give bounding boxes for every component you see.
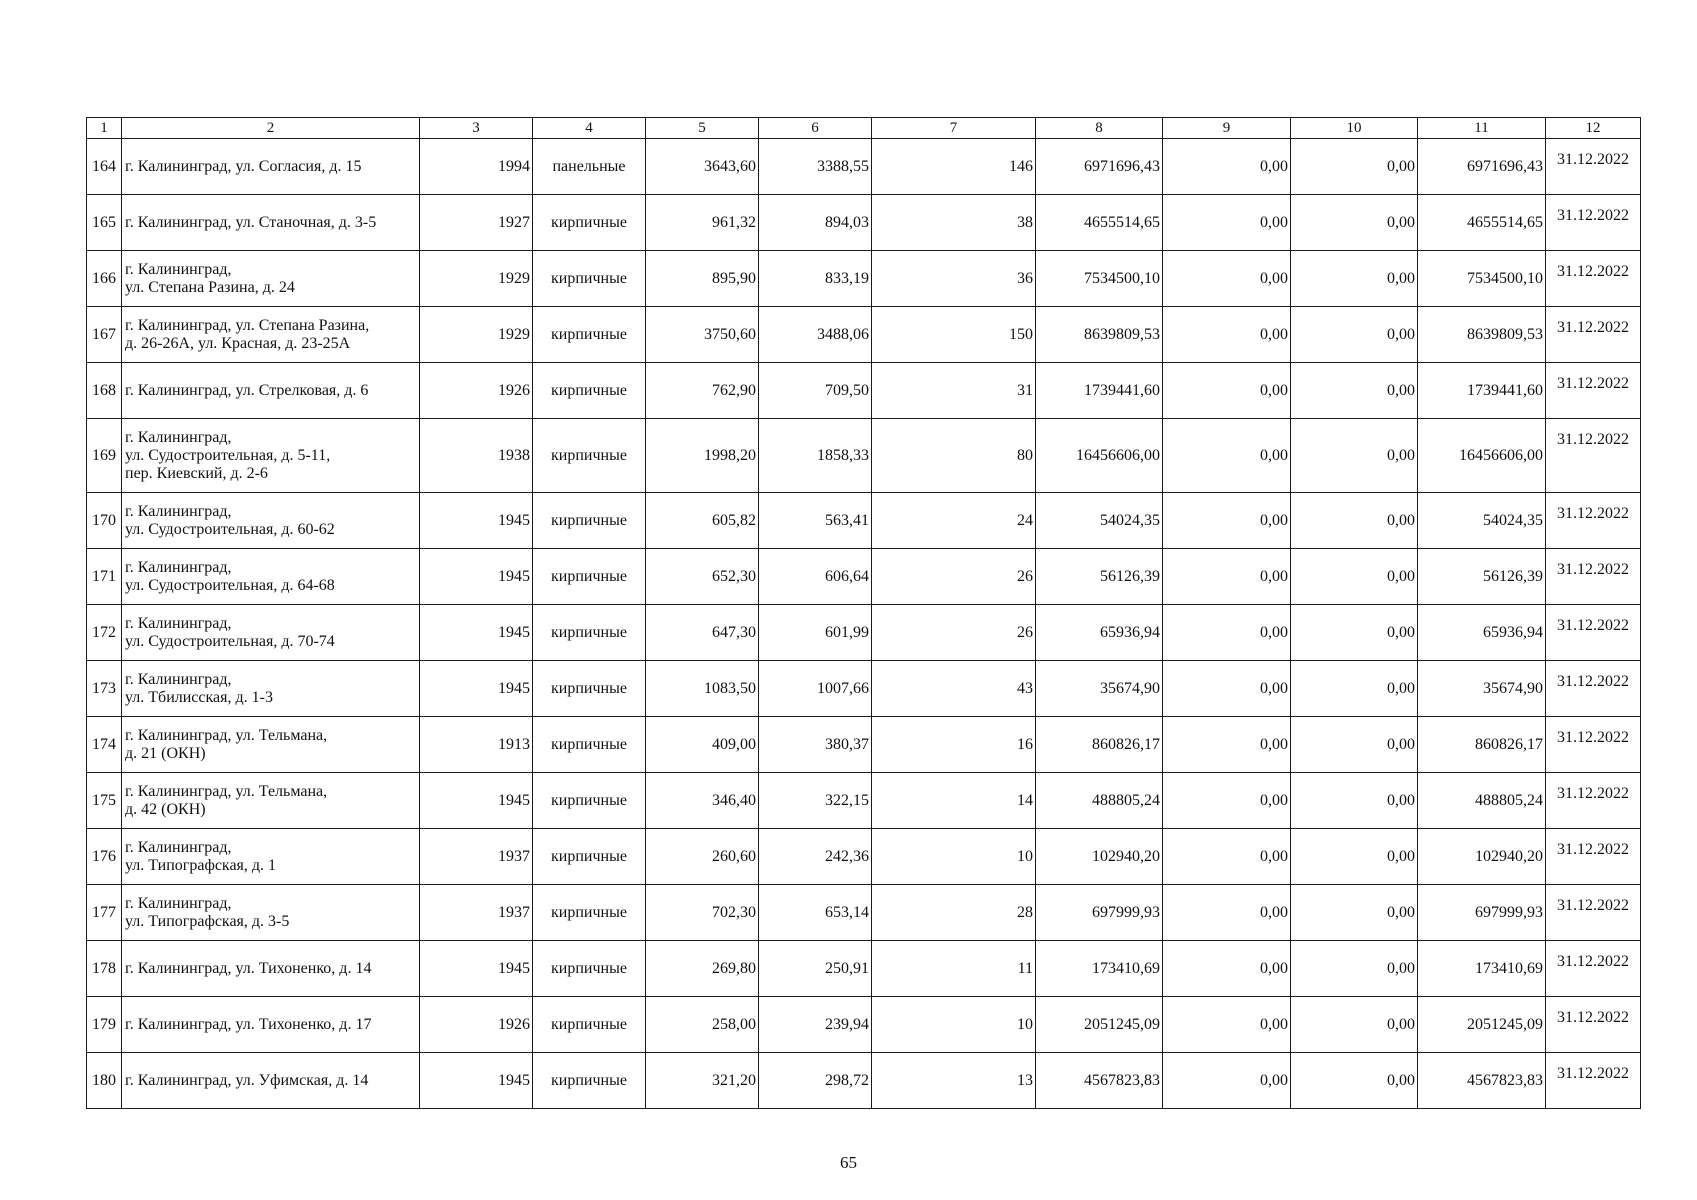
table-cell: 31.12.2022: [1546, 941, 1641, 997]
table-cell: 31.12.2022: [1546, 885, 1641, 941]
table-cell: 0,00: [1163, 885, 1291, 941]
table-cell: кирпичные: [533, 251, 646, 307]
table-cell: кирпичные: [533, 363, 646, 419]
table-cell: 35674,90: [1418, 661, 1546, 717]
table-row: [87, 717, 1641, 773]
table-cell: 150: [872, 307, 1036, 363]
table-cell: 173: [87, 661, 122, 717]
table-cell: 4655514,65: [1418, 195, 1546, 251]
table-cell: 1927: [420, 195, 533, 251]
table-cell: кирпичные: [533, 605, 646, 661]
table-row: [87, 885, 1641, 941]
table-cell: 605,82: [646, 493, 759, 549]
table-cell: 7534500,10: [1418, 251, 1546, 307]
table-cell: 653,14: [759, 885, 872, 941]
table-cell: 488805,24: [1036, 773, 1163, 829]
column-header: 10: [1291, 118, 1418, 139]
table-cell: 13: [872, 1053, 1036, 1109]
table-cell: 0,00: [1163, 493, 1291, 549]
table-row: [87, 997, 1641, 1053]
table-cell: 762,90: [646, 363, 759, 419]
address-cell: [122, 195, 420, 251]
table-cell: 0,00: [1291, 829, 1418, 885]
column-header: 9: [1163, 118, 1291, 139]
column-header: 6: [759, 118, 872, 139]
table-cell: 1858,33: [759, 419, 872, 493]
table-cell: 6971696,43: [1036, 139, 1163, 195]
table-cell: 895,90: [646, 251, 759, 307]
column-number-row: [87, 118, 1641, 139]
table-cell: 6971696,43: [1418, 139, 1546, 195]
address-cell: [122, 307, 420, 363]
table-row: [87, 251, 1641, 307]
table-cell: 894,03: [759, 195, 872, 251]
table-cell: 563,41: [759, 493, 872, 549]
table-cell: 172: [87, 605, 122, 661]
table-cell: 961,32: [646, 195, 759, 251]
table-cell: 178: [87, 941, 122, 997]
column-header: 1: [87, 118, 122, 139]
table-cell: 1937: [420, 829, 533, 885]
table-cell: 3750,60: [646, 307, 759, 363]
table-cell: 0,00: [1291, 997, 1418, 1053]
table-row: [87, 605, 1641, 661]
table-cell: 31.12.2022: [1546, 773, 1641, 829]
table-cell: 488805,24: [1418, 773, 1546, 829]
table-cell: 1998,20: [646, 419, 759, 493]
table-cell: 0,00: [1163, 251, 1291, 307]
table-cell: 647,30: [646, 605, 759, 661]
address-cell: [122, 251, 420, 307]
address-line: ул. Тбилисская, д. 1-3: [125, 688, 273, 706]
table-cell: 31.12.2022: [1546, 605, 1641, 661]
table-cell: 173410,69: [1036, 941, 1163, 997]
table-cell: 0,00: [1163, 941, 1291, 997]
address-cell: [122, 605, 420, 661]
table-cell: 31.12.2022: [1546, 195, 1641, 251]
table-cell: 56126,39: [1036, 549, 1163, 605]
address-cell: [122, 885, 420, 941]
table-cell: 709,50: [759, 363, 872, 419]
table-cell: 164: [87, 139, 122, 195]
table-cell: 65936,94: [1036, 605, 1163, 661]
table-cell: 1929: [420, 307, 533, 363]
table-cell: 2051245,09: [1418, 997, 1546, 1053]
column-header: 2: [122, 118, 420, 139]
table-cell: 38: [872, 195, 1036, 251]
table-cell: 652,30: [646, 549, 759, 605]
address-line: ул. Судостроительная, д. 70-74: [125, 632, 335, 650]
table-cell: 0,00: [1291, 139, 1418, 195]
address-line: г. Калининград,: [125, 614, 232, 632]
table-row: [87, 195, 1641, 251]
table-cell: 0,00: [1291, 251, 1418, 307]
table-cell: 1945: [420, 661, 533, 717]
housing-register-table: [86, 117, 1641, 1109]
table-cell: 1739441,60: [1036, 363, 1163, 419]
table-cell: 1926: [420, 997, 533, 1053]
table-row: [87, 829, 1641, 885]
table-cell: 298,72: [759, 1053, 872, 1109]
address-cell: [122, 493, 420, 549]
column-header: 4: [533, 118, 646, 139]
table-cell: 31.12.2022: [1546, 549, 1641, 605]
address-line: г. Калининград,: [125, 894, 232, 912]
table-cell: 1937: [420, 885, 533, 941]
table-cell: 380,37: [759, 717, 872, 773]
table-cell: кирпичные: [533, 549, 646, 605]
address-line: г. Калининград, ул. Стрелковая, д. 6: [125, 381, 369, 399]
address-line: г. Калининград,: [125, 670, 232, 688]
table-cell: 16456606,00: [1418, 419, 1546, 493]
column-header: 7: [872, 118, 1036, 139]
table-cell: 35674,90: [1036, 661, 1163, 717]
table-cell: 409,00: [646, 717, 759, 773]
table-row: [87, 941, 1641, 997]
table-cell: 176: [87, 829, 122, 885]
table-cell: 0,00: [1163, 139, 1291, 195]
address-cell: [122, 829, 420, 885]
table-cell: 0,00: [1163, 717, 1291, 773]
address-cell: [122, 773, 420, 829]
table-cell: 0,00: [1291, 605, 1418, 661]
address-cell: [122, 139, 420, 195]
table-cell: 3388,55: [759, 139, 872, 195]
address-cell: [122, 549, 420, 605]
table-cell: 16: [872, 717, 1036, 773]
address-line: ул. Типографская, д. 1: [125, 856, 277, 874]
address-cell: [122, 419, 420, 493]
column-header: 3: [420, 118, 533, 139]
table-cell: кирпичные: [533, 493, 646, 549]
table-cell: 0,00: [1291, 195, 1418, 251]
address-line: ул. Судостроительная, д. 5-11,: [125, 446, 331, 464]
table-cell: 24: [872, 493, 1036, 549]
address-line: г. Калининград, ул. Согласия, д. 15: [125, 157, 362, 175]
table-cell: 31.12.2022: [1546, 661, 1641, 717]
table-cell: 0,00: [1163, 1053, 1291, 1109]
table-cell: 31.12.2022: [1546, 419, 1641, 493]
table-cell: 165: [87, 195, 122, 251]
table-cell: 0,00: [1163, 773, 1291, 829]
table-cell: 0,00: [1291, 307, 1418, 363]
table-cell: 7534500,10: [1036, 251, 1163, 307]
table-cell: 16456606,00: [1036, 419, 1163, 493]
table-cell: 173410,69: [1418, 941, 1546, 997]
address-cell: [122, 997, 420, 1053]
table-cell: 346,40: [646, 773, 759, 829]
table-cell: 14: [872, 773, 1036, 829]
table-cell: 175: [87, 773, 122, 829]
table-cell: 1007,66: [759, 661, 872, 717]
column-header: 8: [1036, 118, 1163, 139]
table-cell: 31.12.2022: [1546, 307, 1641, 363]
address-line: г. Калининград, ул. Тельмана,: [125, 782, 328, 800]
table-cell: 0,00: [1291, 493, 1418, 549]
table-cell: 26: [872, 605, 1036, 661]
address-line: д. 21 (ОКН): [125, 744, 206, 762]
table-cell: 697999,93: [1418, 885, 1546, 941]
table-cell: кирпичные: [533, 1053, 646, 1109]
table-cell: 601,99: [759, 605, 872, 661]
table-cell: 43: [872, 661, 1036, 717]
table-cell: кирпичные: [533, 885, 646, 941]
table-cell: 167: [87, 307, 122, 363]
table-cell: кирпичные: [533, 419, 646, 493]
table-cell: 56126,39: [1418, 549, 1546, 605]
table-cell: 1945: [420, 549, 533, 605]
table-cell: 0,00: [1291, 773, 1418, 829]
address-line: г. Калининград,: [125, 428, 232, 446]
table-cell: 0,00: [1291, 717, 1418, 773]
table-cell: 166: [87, 251, 122, 307]
address-line: ул. Судостроительная, д. 64-68: [125, 576, 335, 594]
address-line: г. Калининград, ул. Уфимская, д. 14: [125, 1071, 369, 1089]
table-row: [87, 363, 1641, 419]
table-cell: 0,00: [1163, 307, 1291, 363]
table-cell: 31.12.2022: [1546, 363, 1641, 419]
table-cell: 1739441,60: [1418, 363, 1546, 419]
address-line: г. Калининград, ул. Станочная, д. 3-5: [125, 213, 377, 231]
address-line: г. Калининград, ул. Тихоненко, д. 17: [125, 1015, 372, 1033]
table-cell: 0,00: [1291, 363, 1418, 419]
table-cell: кирпичные: [533, 941, 646, 997]
table-cell: 102940,20: [1418, 829, 1546, 885]
table-cell: 1929: [420, 251, 533, 307]
table-cell: 697999,93: [1036, 885, 1163, 941]
table-cell: 269,80: [646, 941, 759, 997]
table-cell: 0,00: [1163, 195, 1291, 251]
table-cell: 54024,35: [1418, 493, 1546, 549]
table-cell: 80: [872, 419, 1036, 493]
address-line: г. Калининград, ул. Тельмана,: [125, 726, 328, 744]
table-cell: 1945: [420, 773, 533, 829]
table-cell: 26: [872, 549, 1036, 605]
table-cell: 180: [87, 1053, 122, 1109]
address-line: г. Калининград,: [125, 838, 232, 856]
table-cell: 146: [872, 139, 1036, 195]
table-cell: 1945: [420, 493, 533, 549]
column-header: 5: [646, 118, 759, 139]
table-cell: 28: [872, 885, 1036, 941]
table-cell: 242,36: [759, 829, 872, 885]
address-line: ул. Типографская, д. 3-5: [125, 912, 290, 930]
table-row: [87, 493, 1641, 549]
table-cell: кирпичные: [533, 661, 646, 717]
table-row: [87, 419, 1641, 493]
table-cell: 31: [872, 363, 1036, 419]
address-line: пер. Киевский, д. 2-6: [125, 464, 268, 482]
table-cell: 702,30: [646, 885, 759, 941]
table-cell: 1945: [420, 605, 533, 661]
address-line: г. Калининград,: [125, 260, 232, 278]
table-cell: 10: [872, 997, 1036, 1053]
table-cell: 36: [872, 251, 1036, 307]
table-cell: 4655514,65: [1036, 195, 1163, 251]
table-cell: 54024,35: [1036, 493, 1163, 549]
table-cell: 0,00: [1163, 605, 1291, 661]
table-cell: 177: [87, 885, 122, 941]
table-row: [87, 661, 1641, 717]
table-cell: 1938: [420, 419, 533, 493]
table-cell: 239,94: [759, 997, 872, 1053]
table-cell: 0,00: [1291, 885, 1418, 941]
address-line: г. Калининград, ул. Тихоненко, д. 14: [125, 959, 372, 977]
table-cell: 1945: [420, 1053, 533, 1109]
table-cell: 102940,20: [1036, 829, 1163, 885]
table-row: [87, 139, 1641, 195]
table-row: [87, 1053, 1641, 1109]
table-cell: 0,00: [1163, 549, 1291, 605]
address-line: г. Калининград,: [125, 502, 232, 520]
table-cell: 168: [87, 363, 122, 419]
table-cell: 0,00: [1163, 661, 1291, 717]
table-cell: 1994: [420, 139, 533, 195]
table-cell: кирпичные: [533, 829, 646, 885]
table-cell: 31.12.2022: [1546, 717, 1641, 773]
table-cell: 2051245,09: [1036, 997, 1163, 1053]
table-cell: кирпичные: [533, 307, 646, 363]
table-cell: 169: [87, 419, 122, 493]
table-cell: 10: [872, 829, 1036, 885]
address-line: д. 26-26А, ул. Красная, д. 23-25А: [125, 334, 351, 352]
table-cell: 65936,94: [1418, 605, 1546, 661]
table-cell: 0,00: [1163, 829, 1291, 885]
table-cell: 4567823,83: [1418, 1053, 1546, 1109]
table-cell: 0,00: [1291, 941, 1418, 997]
table-row: [87, 307, 1641, 363]
table-cell: кирпичные: [533, 997, 646, 1053]
table-cell: 606,64: [759, 549, 872, 605]
table-cell: 321,20: [646, 1053, 759, 1109]
table-body: [87, 139, 1641, 1109]
table-cell: 11: [872, 941, 1036, 997]
address-line: ул. Степана Разина, д. 24: [125, 278, 295, 296]
table-cell: 833,19: [759, 251, 872, 307]
table-cell: 0,00: [1291, 419, 1418, 493]
table-row: [87, 549, 1641, 605]
table-cell: кирпичные: [533, 773, 646, 829]
table-cell: 31.12.2022: [1546, 997, 1641, 1053]
table-cell: 179: [87, 997, 122, 1053]
table-cell: 1926: [420, 363, 533, 419]
page-number: 65: [840, 1153, 857, 1172]
address-line: г. Калининград,: [125, 558, 232, 576]
address-cell: [122, 941, 420, 997]
address-cell: [122, 1053, 420, 1109]
address-line: г. Калининград, ул. Степана Разина,: [125, 316, 370, 334]
address-cell: [122, 363, 420, 419]
table-cell: кирпичные: [533, 717, 646, 773]
table-cell: 250,91: [759, 941, 872, 997]
table-cell: 31.12.2022: [1546, 493, 1641, 549]
table-cell: 3488,06: [759, 307, 872, 363]
table-cell: 0,00: [1163, 419, 1291, 493]
table-cell: 0,00: [1163, 363, 1291, 419]
table-cell: 322,15: [759, 773, 872, 829]
table-cell: 260,60: [646, 829, 759, 885]
table-cell: 4567823,83: [1036, 1053, 1163, 1109]
table-cell: 8639809,53: [1036, 307, 1163, 363]
table-cell: панельные: [533, 139, 646, 195]
table-cell: 31.12.2022: [1546, 829, 1641, 885]
table-cell: 31.12.2022: [1546, 1053, 1641, 1109]
table-cell: 0,00: [1291, 549, 1418, 605]
table-cell: 1945: [420, 941, 533, 997]
table-cell: 0,00: [1291, 1053, 1418, 1109]
table-cell: 31.12.2022: [1546, 251, 1641, 307]
address-line: д. 42 (ОКН): [125, 800, 206, 818]
table-cell: 0,00: [1163, 997, 1291, 1053]
table-cell: 0,00: [1291, 661, 1418, 717]
table-cell: 171: [87, 549, 122, 605]
column-header: 11: [1418, 118, 1546, 139]
table-cell: 860826,17: [1036, 717, 1163, 773]
table-cell: 170: [87, 493, 122, 549]
address-line: ул. Судостроительная, д. 60-62: [125, 520, 335, 538]
table-cell: кирпичные: [533, 195, 646, 251]
table-cell: 31.12.2022: [1546, 139, 1641, 195]
table-row: [87, 773, 1641, 829]
table-cell: 1083,50: [646, 661, 759, 717]
table-cell: 3643,60: [646, 139, 759, 195]
address-cell: [122, 661, 420, 717]
table-cell: 174: [87, 717, 122, 773]
address-cell: [122, 717, 420, 773]
table-cell: 258,00: [646, 997, 759, 1053]
table-cell: 860826,17: [1418, 717, 1546, 773]
table-cell: 1913: [420, 717, 533, 773]
column-header: 12: [1546, 118, 1641, 139]
table-cell: 8639809,53: [1418, 307, 1546, 363]
